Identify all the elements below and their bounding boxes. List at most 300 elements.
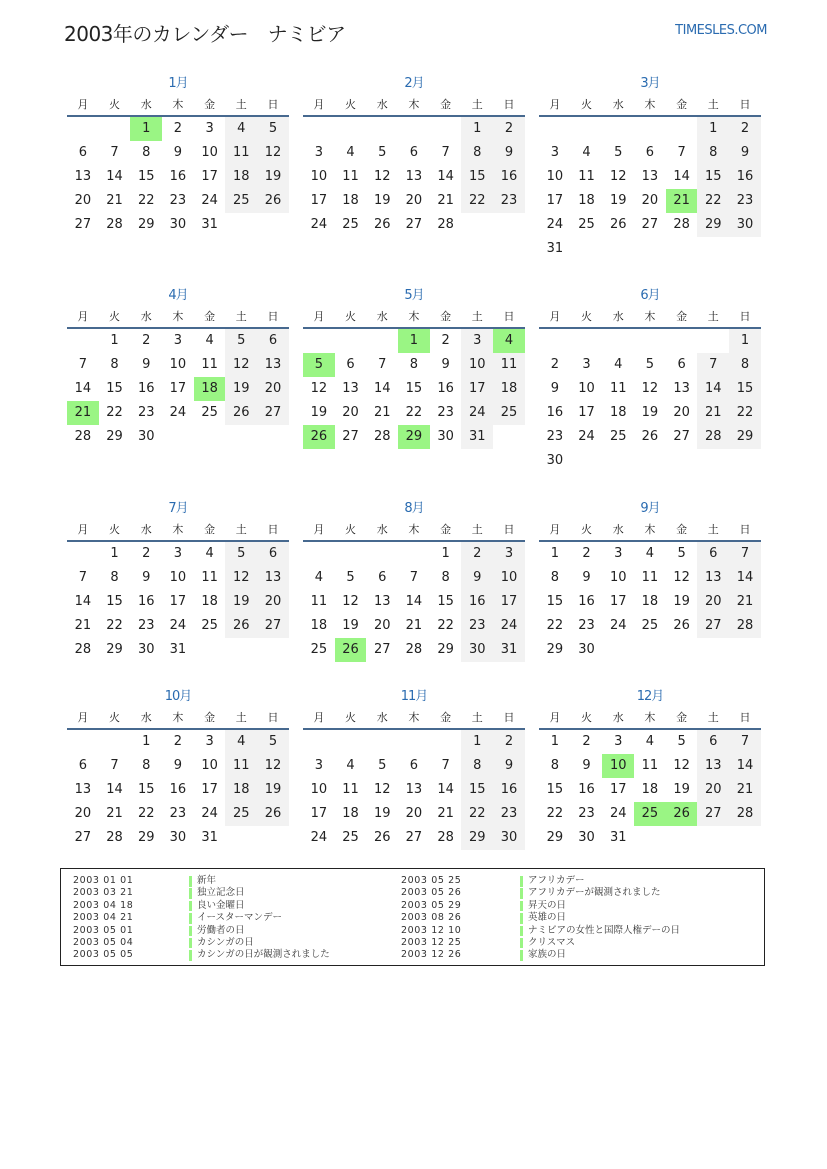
- weekday-header: 日: [729, 708, 761, 730]
- holiday-day-cell: 21: [67, 401, 99, 425]
- day-cell: 4: [346, 145, 355, 160]
- day-cell: 8: [550, 570, 559, 585]
- holiday-day-cell: 26: [303, 425, 335, 449]
- day-cell: 27: [641, 217, 659, 232]
- month-calendar: [539, 686, 761, 850]
- weekday-header: 木: [162, 307, 194, 329]
- weekday-header: 水: [602, 95, 634, 117]
- weekday-header: 水: [366, 520, 398, 542]
- month-name: 12月: [636, 689, 664, 704]
- month-day-grid: [539, 95, 761, 261]
- weekend-day-cell: 27: [257, 614, 289, 638]
- holiday-marker: [189, 888, 192, 899]
- weekend-day-cell: 3: [461, 329, 493, 353]
- day-cell: 13: [74, 169, 92, 184]
- weekday-header: 日: [493, 95, 525, 117]
- weekday-header: 日: [257, 307, 289, 329]
- day-cell: 15: [546, 594, 564, 609]
- holiday-marker: [189, 950, 192, 961]
- weekday-header: 金: [194, 307, 226, 329]
- holiday-name: クリスマス: [528, 936, 576, 948]
- month-calendar: [67, 285, 289, 449]
- weekend-day-cell: 25: [225, 802, 257, 826]
- day-cell: 12: [609, 169, 627, 184]
- day-cell: 29: [106, 642, 123, 657]
- day-cell: 5: [645, 357, 655, 372]
- weekday-header: 土: [225, 708, 257, 730]
- month-name: 8月: [404, 501, 424, 516]
- weekend-day-cell: 21: [697, 401, 729, 425]
- day-cell: 4: [614, 357, 623, 372]
- day-cell: 16: [578, 594, 595, 609]
- holiday-name: 良い金曜日: [197, 899, 245, 911]
- weekend-day-cell: 5: [257, 117, 289, 141]
- holiday-day-cell: 1: [130, 117, 162, 141]
- day-cell: 19: [673, 594, 690, 609]
- weekend-day-cell: 18: [493, 377, 525, 401]
- weekend-day-cell: 5: [225, 542, 257, 566]
- weekday-header: 水: [130, 520, 162, 542]
- day-cell: 19: [310, 405, 328, 420]
- holiday-list-column-left: [73, 875, 393, 962]
- weekend-day-cell: 15: [697, 165, 729, 189]
- day-cell: 4: [205, 333, 214, 348]
- day-cell: 19: [641, 405, 659, 420]
- month-day-grid: [67, 307, 289, 449]
- weekday-header: 金: [430, 520, 462, 542]
- month-calendar: [539, 73, 761, 261]
- day-cell: 7: [409, 570, 419, 585]
- day-cell: 2: [173, 734, 183, 749]
- month-calendar: [67, 686, 289, 850]
- weekend-day-cell: 9: [461, 566, 493, 590]
- day-cell: 5: [378, 145, 387, 160]
- month-calendar: [303, 498, 525, 662]
- day-cell: 25: [310, 642, 328, 657]
- weekday-header: 日: [257, 520, 289, 542]
- weekend-day-cell: 7: [729, 542, 761, 566]
- page-title: 2003年のカレンダー ナミビア: [64, 22, 346, 46]
- day-cell: 19: [373, 806, 391, 821]
- day-cell: 17: [609, 594, 627, 609]
- weekend-day-cell: 20: [257, 590, 289, 614]
- holiday-date: 2003 12 25: [401, 936, 462, 948]
- day-cell: 9: [142, 357, 151, 372]
- weekend-day-cell: 22: [729, 401, 761, 425]
- day-cell: 29: [546, 642, 564, 657]
- day-cell: 21: [373, 405, 391, 420]
- holiday-day-cell: 25: [634, 802, 666, 826]
- weekend-day-cell: 9: [493, 141, 525, 165]
- holiday-marker: [520, 876, 523, 887]
- month-calendar: [303, 686, 525, 850]
- day-cell: 25: [609, 429, 627, 444]
- weekend-day-cell: 2: [493, 730, 525, 754]
- day-cell: 8: [409, 357, 419, 372]
- holiday-name: アフリカデーが観測されました: [528, 887, 661, 899]
- day-cell: 9: [582, 758, 591, 773]
- holiday-marker: [520, 913, 523, 924]
- day-cell: 4: [346, 758, 355, 773]
- empty-day-cell: [602, 329, 634, 353]
- day-cell: 16: [137, 594, 155, 609]
- day-cell: 22: [106, 618, 123, 633]
- holiday-date: 2003 04 18: [73, 899, 134, 911]
- weekday-header: 金: [430, 708, 462, 730]
- weekend-day-cell: 29: [461, 826, 493, 850]
- weekend-day-cell: 8: [461, 141, 493, 165]
- weekend-day-cell: 11: [225, 754, 257, 778]
- month-name: 3月: [640, 76, 660, 91]
- day-cell: 21: [405, 618, 423, 633]
- month-day-grid: [303, 95, 525, 237]
- weekday-header: 金: [194, 520, 226, 542]
- day-cell: 21: [106, 806, 123, 821]
- weekend-day-cell: 26: [257, 802, 289, 826]
- day-cell: 10: [609, 570, 627, 585]
- day-cell: 5: [378, 758, 387, 773]
- day-cell: 24: [201, 193, 218, 208]
- day-cell: 15: [137, 169, 155, 184]
- day-cell: 8: [142, 145, 151, 160]
- day-cell: 14: [437, 782, 454, 797]
- day-cell: 26: [673, 618, 690, 633]
- holiday-list-item: [401, 937, 761, 949]
- empty-day-cell: [398, 730, 430, 754]
- day-cell: 5: [677, 546, 686, 561]
- holiday-marker: [189, 901, 192, 912]
- day-cell: 11: [342, 169, 359, 184]
- weekend-day-cell: 16: [493, 778, 525, 802]
- weekday-header: 月: [67, 307, 99, 329]
- empty-day-cell: [398, 542, 430, 566]
- weekday-header: 月: [67, 708, 99, 730]
- day-cell: 18: [609, 405, 627, 420]
- weekend-day-cell: 28: [729, 802, 761, 826]
- weekend-day-cell: 14: [729, 754, 761, 778]
- day-cell: 5: [346, 570, 355, 585]
- weekday-header: 金: [194, 708, 226, 730]
- day-cell: 5: [614, 145, 623, 160]
- day-cell: 31: [201, 830, 218, 845]
- weekday-header: 火: [99, 520, 131, 542]
- weekday-header: 金: [430, 307, 462, 329]
- weekend-day-cell: 18: [225, 778, 257, 802]
- day-cell: 15: [137, 782, 155, 797]
- day-cell: 22: [437, 618, 454, 633]
- weekend-day-cell: 25: [493, 401, 525, 425]
- day-cell: 3: [173, 546, 183, 561]
- holiday-day-cell: 4: [493, 329, 525, 353]
- day-cell: 10: [169, 357, 187, 372]
- day-cell: 14: [106, 169, 123, 184]
- day-cell: 20: [673, 405, 690, 420]
- holiday-marker: [520, 901, 523, 912]
- day-cell: 2: [582, 734, 591, 749]
- day-cell: 30: [169, 217, 187, 232]
- day-cell: 11: [201, 357, 218, 372]
- day-cell: 16: [437, 381, 454, 396]
- weekday-header: 水: [366, 95, 398, 117]
- day-cell: 20: [405, 806, 423, 821]
- holiday-date: 2003 05 25: [401, 875, 462, 886]
- day-cell: 17: [201, 169, 218, 184]
- day-cell: 1: [550, 546, 559, 561]
- empty-day-cell: [430, 730, 462, 754]
- weekday-header: 月: [539, 708, 571, 730]
- day-cell: 6: [78, 758, 87, 773]
- weekend-day-cell: 10: [461, 353, 493, 377]
- holiday-list-column-right: [401, 875, 761, 962]
- weekend-day-cell: 13: [257, 566, 289, 590]
- day-cell: 25: [201, 618, 218, 633]
- weekday-header: 日: [257, 708, 289, 730]
- weekday-header: 日: [493, 307, 525, 329]
- weekend-day-cell: 1: [461, 730, 493, 754]
- day-cell: 3: [314, 758, 323, 773]
- empty-day-cell: [303, 329, 335, 353]
- weekday-header: 水: [366, 307, 398, 329]
- weekday-header: 日: [493, 520, 525, 542]
- weekday-header: 日: [729, 307, 761, 329]
- weekday-header: 土: [225, 95, 257, 117]
- day-cell: 13: [641, 169, 659, 184]
- weekend-day-cell: 23: [461, 614, 493, 638]
- holiday-list-item: [401, 887, 761, 899]
- holiday-name: 家族の日: [528, 949, 567, 961]
- weekend-day-cell: 6: [257, 542, 289, 566]
- day-cell: 15: [405, 381, 423, 396]
- day-cell: 8: [110, 570, 119, 585]
- holiday-day-cell: 5: [303, 353, 335, 377]
- holiday-name: 新年: [197, 875, 217, 886]
- weekend-day-cell: 15: [461, 165, 493, 189]
- day-cell: 8: [142, 758, 151, 773]
- day-cell: 9: [441, 357, 450, 372]
- weekend-day-cell: 13: [257, 353, 289, 377]
- day-cell: 23: [578, 806, 595, 821]
- day-cell: 7: [441, 758, 450, 773]
- day-cell: 28: [373, 429, 391, 444]
- day-cell: 7: [110, 758, 119, 773]
- holiday-date: 2003 05 01: [73, 924, 134, 936]
- day-cell: 14: [373, 381, 391, 396]
- weekday-header: 土: [461, 708, 493, 730]
- weekday-header: 木: [162, 520, 194, 542]
- holiday-name: 昇天の日: [528, 899, 567, 911]
- day-cell: 14: [405, 594, 423, 609]
- day-cell: 8: [110, 357, 119, 372]
- month-name: 11月: [400, 689, 428, 704]
- day-cell: 11: [578, 169, 595, 184]
- day-cell: 4: [645, 546, 655, 561]
- day-cell: 2: [582, 546, 591, 561]
- day-cell: 3: [205, 734, 214, 749]
- weekday-header: 火: [335, 708, 367, 730]
- weekend-day-cell: 19: [225, 377, 257, 401]
- weekend-day-cell: 28: [729, 614, 761, 638]
- weekday-header: 月: [303, 307, 335, 329]
- day-cell: 11: [342, 782, 359, 797]
- day-cell: 1: [142, 734, 151, 749]
- weekend-day-cell: 15: [461, 778, 493, 802]
- holiday-list-item: [73, 925, 393, 937]
- day-cell: 27: [74, 830, 92, 845]
- weekday-header: 土: [697, 95, 729, 117]
- weekend-day-cell: 20: [257, 377, 289, 401]
- day-cell: 9: [173, 758, 183, 773]
- weekend-day-cell: 1: [461, 117, 493, 141]
- day-cell: 24: [169, 405, 187, 420]
- day-cell: 10: [169, 570, 187, 585]
- day-cell: 14: [437, 169, 454, 184]
- day-cell: 29: [137, 830, 155, 845]
- day-cell: 12: [673, 758, 690, 773]
- weekday-header: 火: [99, 307, 131, 329]
- day-cell: 11: [641, 570, 659, 585]
- empty-day-cell: [666, 329, 698, 353]
- empty-day-cell: [366, 542, 398, 566]
- weekday-header: 月: [303, 520, 335, 542]
- month-day-grid: [67, 520, 289, 662]
- day-cell: 27: [74, 217, 92, 232]
- weekday-header: 木: [398, 708, 430, 730]
- month-calendar: [303, 73, 525, 237]
- weekday-header: 木: [162, 95, 194, 117]
- day-cell: 26: [373, 830, 391, 845]
- empty-day-cell: [539, 329, 571, 353]
- holiday-name: 英雄の日: [528, 912, 567, 924]
- weekday-header: 木: [162, 708, 194, 730]
- weekday-header: 火: [335, 520, 367, 542]
- empty-day-cell: [303, 730, 335, 754]
- day-cell: 3: [614, 546, 623, 561]
- day-cell: 4: [314, 570, 323, 585]
- day-cell: 2: [173, 121, 183, 136]
- weekend-day-cell: 12: [225, 353, 257, 377]
- weekday-header: 土: [697, 708, 729, 730]
- weekday-header: 日: [729, 520, 761, 542]
- holiday-marker: [189, 876, 192, 887]
- day-cell: 1: [441, 546, 450, 561]
- holiday-list-item: [73, 875, 393, 887]
- weekday-header: 火: [99, 708, 131, 730]
- weekend-day-cell: 26: [257, 189, 289, 213]
- weekend-day-cell: 13: [697, 566, 729, 590]
- day-cell: 13: [74, 782, 92, 797]
- day-cell: 10: [310, 169, 328, 184]
- weekend-day-cell: 11: [493, 353, 525, 377]
- day-cell: 13: [405, 169, 423, 184]
- weekend-day-cell: 28: [697, 425, 729, 449]
- day-cell: 1: [110, 546, 119, 561]
- weekday-header: 水: [130, 95, 162, 117]
- day-cell: 28: [106, 217, 123, 232]
- weekend-day-cell: 22: [461, 189, 493, 213]
- day-cell: 21: [437, 806, 454, 821]
- day-cell: 17: [169, 381, 187, 396]
- day-cell: 19: [342, 618, 359, 633]
- holiday-marker: [520, 950, 523, 961]
- weekday-header: 水: [366, 708, 398, 730]
- day-cell: 8: [550, 758, 559, 773]
- weekend-day-cell: 13: [697, 754, 729, 778]
- day-cell: 25: [578, 217, 595, 232]
- empty-day-cell: [571, 117, 603, 141]
- day-cell: 11: [609, 381, 627, 396]
- holiday-date: 2003 05 04: [73, 936, 134, 948]
- day-cell: 13: [673, 381, 690, 396]
- weekend-day-cell: 10: [493, 566, 525, 590]
- holiday-day-cell: 18: [194, 377, 226, 401]
- day-cell: 7: [110, 145, 119, 160]
- day-cell: 20: [641, 193, 659, 208]
- weekday-header: 土: [461, 95, 493, 117]
- weekday-header: 土: [697, 520, 729, 542]
- weekend-day-cell: 7: [697, 353, 729, 377]
- day-cell: 30: [578, 642, 595, 657]
- site-brand-link[interactable]: TIMESLES.COM: [675, 23, 767, 38]
- day-cell: 3: [582, 357, 591, 372]
- empty-day-cell: [99, 117, 131, 141]
- weekday-header: 水: [130, 708, 162, 730]
- weekend-day-cell: 30: [729, 213, 761, 237]
- day-cell: 1: [110, 333, 119, 348]
- day-cell: 20: [405, 193, 423, 208]
- weekend-day-cell: 3: [493, 542, 525, 566]
- day-cell: 18: [578, 193, 595, 208]
- day-cell: 17: [609, 782, 627, 797]
- weekend-day-cell: 2: [493, 117, 525, 141]
- day-cell: 18: [342, 806, 359, 821]
- weekend-day-cell: 5: [225, 329, 257, 353]
- month-day-grid: [67, 708, 289, 850]
- month-calendar: [539, 285, 761, 473]
- weekend-day-cell: 22: [461, 802, 493, 826]
- day-cell: 30: [137, 429, 155, 444]
- day-cell: 27: [373, 642, 391, 657]
- weekday-header: 火: [571, 95, 603, 117]
- month-name: 7月: [168, 501, 188, 516]
- day-cell: 14: [673, 169, 690, 184]
- day-cell: 30: [437, 429, 454, 444]
- weekend-day-cell: 29: [729, 425, 761, 449]
- day-cell: 19: [673, 782, 690, 797]
- day-cell: 7: [441, 145, 450, 160]
- weekday-header: 金: [430, 95, 462, 117]
- weekday-header: 木: [634, 95, 666, 117]
- empty-day-cell: [303, 117, 335, 141]
- day-cell: 12: [641, 381, 659, 396]
- day-cell: 14: [106, 782, 123, 797]
- holiday-name: ナミビアの女性と国際人権デーの日: [528, 924, 681, 936]
- day-cell: 25: [342, 830, 359, 845]
- empty-day-cell: [99, 730, 131, 754]
- day-cell: 15: [437, 594, 454, 609]
- month-name: 4月: [168, 288, 188, 303]
- day-cell: 6: [378, 570, 387, 585]
- day-cell: 18: [641, 594, 659, 609]
- weekend-day-cell: 7: [729, 730, 761, 754]
- day-cell: 17: [578, 405, 595, 420]
- weekday-header: 月: [303, 95, 335, 117]
- day-cell: 15: [546, 782, 564, 797]
- day-cell: 24: [310, 217, 328, 232]
- month-name: 5月: [404, 288, 424, 303]
- holiday-name: 独立記念日: [197, 887, 245, 899]
- day-cell: 3: [550, 145, 559, 160]
- empty-day-cell: [67, 329, 99, 353]
